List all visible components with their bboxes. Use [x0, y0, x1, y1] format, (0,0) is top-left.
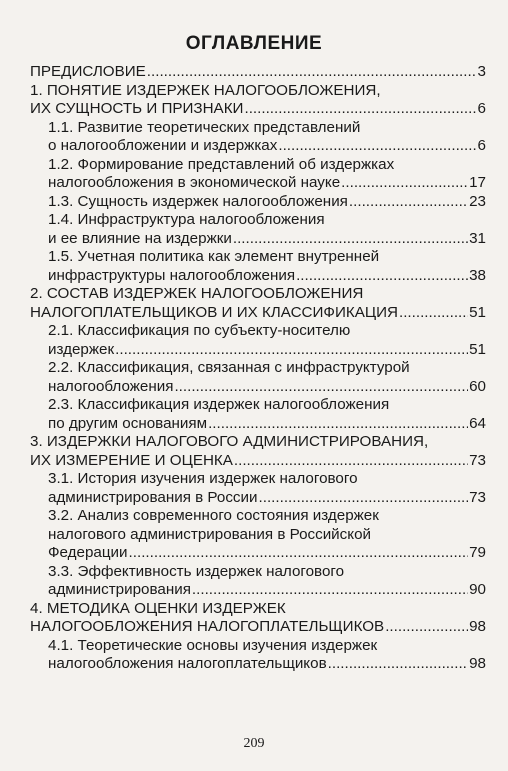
dot-leader — [349, 193, 468, 212]
toc-entry — [30, 600, 486, 637]
toc-entry-text: инфраструктуры налогообложения — [48, 266, 296, 284]
toc-entry-text: налогообложения налогоплательщиков — [48, 655, 327, 672]
toc-entry-page: 3 — [477, 63, 486, 80]
toc-entry-page: 73 — [469, 451, 486, 469]
toc-entry-text: ИХ СУЩНОСТЬ И ПРИЗНАКИ — [30, 100, 244, 117]
toc-entry-last-line — [48, 378, 486, 397]
toc-entry-line: 1. ПОНЯТИЕ ИЗДЕРЖЕК НАЛОГООБЛОЖЕНИЯ, — [30, 81, 381, 99]
toc-entry-page: 6 — [477, 137, 486, 154]
toc-entry-last-line — [48, 415, 486, 434]
toc-entry-line: 2.2. Классификация, связанная с инфраструктурой — [48, 359, 410, 376]
toc-entry — [48, 119, 486, 156]
toc-entry — [30, 285, 486, 322]
toc-entry — [48, 359, 486, 396]
toc-entry-line: 3.1. История изучения издержек налогового — [48, 470, 358, 487]
dot-leader — [296, 267, 468, 286]
toc-entry — [48, 211, 486, 248]
toc-entry-last-line — [48, 655, 486, 674]
toc-entry — [30, 82, 486, 119]
toc-entry-page: 51 — [469, 340, 486, 358]
toc-entry-text: НАЛОГОПЛАТЕЛЬЩИКОВ И ИХ КЛАССИФИКАЦИЯ — [30, 303, 398, 321]
toc-entry-last-line — [48, 489, 486, 508]
dot-leader — [234, 452, 468, 471]
toc-entry-text: ПРЕДИСЛОВИЕ — [30, 63, 146, 80]
toc-entry-last-line — [48, 581, 486, 600]
toc-entry-page: 73 — [469, 488, 486, 506]
toc-entry-text: ИХ ИЗМЕРЕНИЕ И ОЦЕНКА — [30, 451, 233, 469]
toc-entry-text: о налогообложении и издержках — [48, 137, 278, 154]
toc-entry-text: администрирования в России — [48, 488, 258, 506]
toc-entry — [48, 193, 486, 212]
toc-entry-line: 3. ИЗДЕРЖКИ НАЛОГОВОГО АДМИНИСТРИРОВАНИЯ, — [30, 433, 429, 450]
toc-entry-line: 1.5. Учетная политика как элемент внутренней — [48, 248, 380, 265]
toc-entry — [48, 507, 486, 563]
toc-entry — [48, 248, 486, 285]
toc-entry-last-line — [30, 304, 486, 323]
toc-entry-line: 4. МЕТОДИКА ОЦЕНКИ ИЗДЕРЖЕК — [30, 599, 286, 617]
toc-entry-line: 3.3. Эффективность издержек налогового — [48, 562, 345, 580]
dot-leader — [244, 100, 476, 119]
dot-leader — [328, 655, 468, 674]
toc-entry-text: администрирования — [48, 581, 191, 598]
toc-entry-last-line — [48, 267, 486, 286]
toc-entry — [48, 156, 486, 193]
toc-entry-page: 90 — [469, 581, 486, 598]
toc-entry-page: 17 — [469, 174, 486, 191]
toc-entry-page: 38 — [469, 266, 486, 284]
toc-entry-page: 60 — [469, 377, 486, 395]
toc-entry-line: 2. СОСТАВ ИЗДЕРЖЕК НАЛОГООБЛОЖЕНИЯ — [30, 285, 364, 302]
page-number: 209 — [243, 736, 265, 751]
toc-entry-text: налогообложения в экономической науке — [48, 174, 341, 191]
toc-entry-text: и ее влияние на издержки — [48, 229, 232, 247]
toc-entry-line: 1.4. Инфраструктура налогообложения — [48, 211, 325, 228]
toc-entry-page: 6 — [477, 100, 486, 117]
dot-leader — [208, 415, 468, 434]
toc-entry-last-line — [48, 544, 486, 563]
toc-entry-last-line — [48, 174, 486, 193]
toc-entry-last-line — [48, 230, 486, 249]
toc-entry-page: 51 — [469, 303, 486, 321]
toc-entry — [48, 396, 486, 433]
toc-entry-last-line — [30, 63, 486, 82]
dot-leader — [233, 230, 468, 249]
dot-leader — [147, 63, 477, 82]
toc-entry-text: Федерации — [48, 544, 128, 561]
toc-entry-text: по другим основаниям — [48, 414, 208, 432]
toc-entry-line: 4.1. Теоретические основы изучения издержек — [48, 636, 378, 654]
dot-leader — [115, 341, 468, 360]
toc-entry-line: 2.3. Классификация издержек налогообложения — [48, 396, 390, 413]
dot-leader — [129, 544, 469, 563]
toc-entry-last-line — [48, 137, 486, 156]
toc-entry-page: 98 — [469, 655, 486, 672]
toc-entry-page: 31 — [469, 229, 486, 247]
toc-entry-text: издержек — [48, 340, 115, 358]
dot-leader — [174, 378, 468, 397]
toc-entry-line: 2.1. Классификация по субъекту-носителю — [48, 322, 351, 339]
toc-entry-page: 79 — [469, 544, 486, 561]
toc-entry-page: 98 — [469, 618, 486, 635]
toc-entry — [48, 470, 486, 507]
toc-entry-last-line — [48, 341, 486, 360]
dot-leader — [399, 304, 468, 323]
toc-entry-text: 1.3. Сущность издержек налогообложения — [48, 192, 348, 210]
toc-entry-line: 1.1. Развитие теоретических представлений — [48, 118, 361, 136]
toc-entry — [30, 63, 486, 82]
toc-entry-page: 23 — [469, 192, 486, 210]
page-title: ОГЛАВЛЕНИЕ — [185, 33, 323, 54]
toc-entry-page: 64 — [469, 414, 486, 432]
dot-leader — [385, 618, 468, 637]
toc-entry-text: НАЛОГООБЛОЖЕНИЯ НАЛОГОПЛАТЕЛЬЩИКОВ — [30, 618, 385, 635]
dot-leader — [341, 174, 468, 193]
toc-entry-last-line — [30, 452, 486, 471]
toc-entry — [48, 563, 486, 600]
toc-entry-last-line — [48, 193, 486, 212]
toc-entry — [48, 322, 486, 359]
dot-leader — [278, 137, 476, 156]
dot-leader — [259, 489, 469, 508]
dot-leader — [192, 581, 468, 600]
toc-entry — [48, 637, 486, 674]
toc-entry — [30, 433, 486, 470]
toc-entry-last-line — [30, 618, 486, 637]
toc-entry-last-line — [30, 100, 486, 119]
toc-entry-line: 1.2. Формирование представлений об издержках — [48, 155, 395, 173]
toc-entry-line: 3.2. Анализ современного состояния издержек — [48, 507, 379, 524]
table-of-contents — [30, 63, 486, 674]
toc-entry-line: налогового администрирования в Российской — [48, 525, 372, 543]
toc-entry-text: налогообложения — [48, 377, 174, 395]
